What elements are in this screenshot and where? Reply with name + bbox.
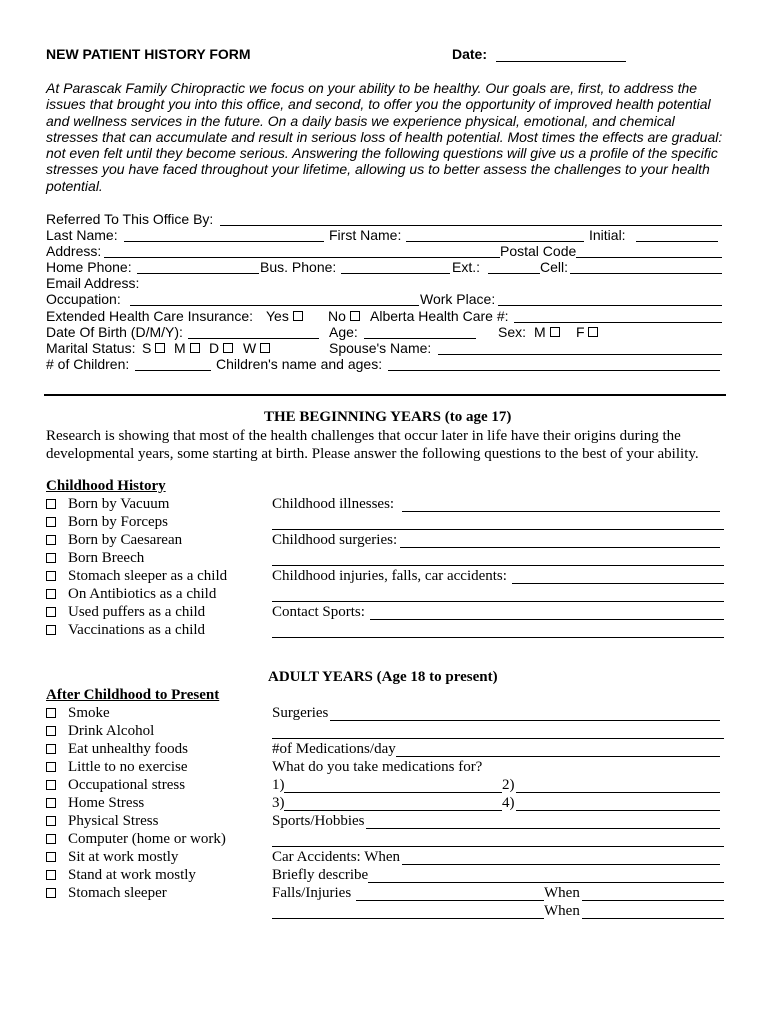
surgeries-field[interactable] — [330, 720, 720, 721]
adult-item-label: Occupational stress — [68, 777, 186, 793]
contact-sports-label: Contact Sports: — [272, 604, 365, 620]
sports-hobbies-field-2[interactable] — [272, 846, 724, 847]
surgeries-field-2[interactable] — [272, 738, 724, 739]
checkbox[interactable] — [46, 607, 56, 617]
marital-s-checkbox[interactable] — [155, 343, 165, 353]
childhood-item-label: Born by Vacuum — [68, 496, 170, 512]
cell-field[interactable] — [570, 273, 722, 274]
med-3-label: 3) — [272, 795, 285, 811]
checkbox[interactable] — [46, 517, 56, 527]
falls-injuries-field-2[interactable] — [272, 918, 544, 919]
children-field[interactable] — [135, 370, 211, 371]
marital-m-checkbox[interactable] — [190, 343, 200, 353]
med-for-label: What do you take medications for? — [272, 759, 483, 775]
sports-hobbies-label: Sports/Hobbies — [272, 813, 365, 829]
childhood-surgeries-label: Childhood surgeries: — [272, 532, 398, 548]
checkbox[interactable] — [46, 816, 56, 826]
initial-label: Initial: — [589, 227, 626, 243]
briefly-describe-field[interactable] — [368, 882, 724, 883]
marital-m[interactable] — [174, 340, 200, 356]
childhood-item[interactable] — [46, 622, 205, 639]
childhood-surgeries-field-2[interactable] — [272, 565, 724, 566]
ahc-label: Alberta Health Care #: — [370, 308, 509, 324]
ext-field[interactable] — [488, 273, 540, 274]
after-childhood-heading: After Childhood to Present — [46, 687, 220, 703]
childhood-item[interactable] — [46, 532, 182, 549]
last-name-label: Last Name: — [46, 227, 118, 243]
ehc-yes-checkbox[interactable] — [293, 311, 303, 321]
children-names-field[interactable] — [388, 370, 720, 371]
address-field[interactable] — [104, 257, 500, 258]
childhood-illnesses-field[interactable] — [402, 511, 720, 512]
med-4-field[interactable] — [516, 810, 720, 811]
checkbox[interactable] — [46, 870, 56, 880]
checkbox[interactable] — [46, 535, 56, 545]
ehc-label: Extended Health Care Insurance: — [46, 308, 254, 324]
checkbox[interactable] — [46, 726, 56, 736]
briefly-describe-label: Briefly describe — [272, 867, 369, 883]
adult-item[interactable] — [46, 705, 110, 722]
checkbox[interactable] — [46, 798, 56, 808]
checkbox[interactable] — [46, 708, 56, 718]
checkbox[interactable] — [46, 834, 56, 844]
occupation-field[interactable] — [130, 305, 419, 306]
falls-injuries-label: Falls/Injuries — [272, 885, 352, 901]
adult-item-label: Stomach sleeper — [68, 885, 167, 901]
checkbox[interactable] — [46, 780, 56, 790]
sex-label: Sex: — [498, 324, 527, 340]
checkbox[interactable] — [46, 589, 56, 599]
last-name-field[interactable] — [124, 241, 324, 242]
childhood-illnesses-field-2[interactable] — [272, 529, 724, 530]
adult-item[interactable] — [46, 813, 158, 830]
checkbox[interactable] — [46, 888, 56, 898]
med-1-field[interactable] — [284, 792, 502, 793]
contact-sports-field[interactable] — [370, 619, 724, 620]
sports-hobbies-field[interactable] — [366, 828, 720, 829]
adult-item[interactable] — [46, 759, 188, 776]
dob-label: Date Of Birth (D/M/Y): — [46, 324, 183, 340]
childhood-item[interactable] — [46, 568, 227, 585]
section-divider — [44, 394, 726, 396]
children-label: # of Children: — [46, 356, 130, 372]
childhood-item-label: Born by Caesarean — [68, 532, 183, 548]
medications-label: #of Medications/day — [272, 741, 396, 757]
surgeries-label: Surgeries — [272, 705, 329, 721]
occupation-label: Occupation: — [46, 291, 121, 307]
ehc-no[interactable] — [328, 308, 360, 324]
adult-item[interactable] — [46, 777, 185, 794]
checkbox[interactable] — [46, 744, 56, 754]
spouse-field[interactable] — [438, 354, 722, 355]
falls-injuries-field[interactable] — [356, 900, 544, 901]
beginning-text: Research is showing that most of the health challenges that occur later in life have their origins during the developmental years, some starting at birth. Please answer the following questions to the best of your ability. — [46, 428, 699, 462]
childhood-item-label: Used puffers as a child — [68, 604, 206, 620]
date-label: Date: — [452, 46, 488, 62]
med-2-label: 2) — [502, 777, 515, 793]
adult-item-label: Little to no exercise — [68, 759, 188, 775]
marital-w-checkbox[interactable] — [260, 343, 270, 353]
children-names-label: Children's name and ages: — [216, 356, 383, 372]
falls-when-field-2[interactable] — [582, 918, 724, 919]
childhood-item-label: Born by Forceps — [68, 514, 168, 530]
initial-field[interactable] — [636, 241, 718, 242]
childhood-injuries-label: Childhood injuries, falls, car accidents: — [272, 568, 507, 584]
adult-item-label: Sit at work mostly — [68, 849, 179, 865]
ehc-no-checkbox[interactable] — [350, 311, 360, 321]
first-name-label: First Name: — [329, 227, 402, 243]
referred-field[interactable] — [220, 225, 722, 226]
med-3-field[interactable] — [284, 810, 502, 811]
adult-item-label: Drink Alcohol — [68, 723, 155, 739]
ehc-yes-label: Yes — [266, 308, 289, 324]
childhood-item[interactable] — [46, 586, 216, 603]
cell-label: Cell: — [540, 259, 569, 275]
checkbox[interactable] — [46, 571, 56, 581]
adult-item[interactable] — [46, 723, 154, 740]
checkbox[interactable] — [46, 499, 56, 509]
childhood-item-label: On Antibiotics as a child — [68, 586, 217, 602]
home-phone-field[interactable] — [137, 273, 259, 274]
ahc-field[interactable] — [514, 322, 722, 323]
adult-item[interactable] — [46, 795, 144, 812]
childhood-item-label: Born Breech — [68, 550, 145, 566]
marital-w-label: W — [243, 340, 257, 356]
sex-f[interactable] — [576, 324, 598, 340]
childhood-item[interactable] — [46, 550, 144, 567]
intro-paragraph: At Parascak Family Chiropractic we focus on your ability to be healthy. Our goals are, first, to address the issues that brought you into this office, and second, to offer you the opportunity of improved health potential and wellness services in the future. On a daily basis we experience physical, emotional, and chemical stresses that can accumulate and result in serious loss of health potential. Most times the effects are gradual: not even felt until they become serious. Answering the following questions will give us a profile of the specific stresses you have faced throughout your lifetime, allowing us to better assess the challenges to your health potential. — [46, 80, 723, 194]
work-place-field[interactable] — [498, 305, 722, 306]
home-phone-label: Home Phone: — [46, 259, 132, 275]
adult-item-label: Stand at work mostly — [68, 867, 196, 883]
sex-f-label: F — [576, 324, 585, 340]
sex-m[interactable] — [534, 324, 560, 340]
adult-item-label: Eat unhealthy foods — [68, 741, 188, 757]
spouse-label: Spouse's Name: — [329, 340, 432, 356]
dob-field[interactable] — [188, 338, 319, 339]
work-place-label: Work Place: — [420, 291, 496, 307]
marital-w[interactable] — [243, 340, 270, 356]
checkbox[interactable] — [46, 852, 56, 862]
marital-s[interactable] — [142, 340, 165, 356]
ehc-no-label: No — [328, 308, 346, 324]
beginning-heading: THE BEGINNING YEARS (to age 17) — [264, 409, 512, 425]
referred-label: Referred To This Office By: — [46, 211, 214, 227]
ext-label: Ext.: — [452, 259, 481, 275]
medications-field[interactable] — [396, 756, 720, 757]
checkbox[interactable] — [46, 625, 56, 635]
postal-code-label: Postal Code — [500, 243, 577, 259]
childhood-item[interactable] — [46, 496, 169, 513]
sex-f-checkbox[interactable] — [588, 327, 598, 337]
ehc-yes[interactable] — [266, 308, 303, 324]
med-2-field[interactable] — [516, 792, 720, 793]
address-label: Address: — [46, 243, 102, 259]
car-accidents-field[interactable] — [402, 864, 720, 865]
date-field[interactable] — [496, 61, 626, 62]
email-label: Email Address: — [46, 275, 140, 291]
falls-when-field[interactable] — [582, 900, 724, 901]
med-4-label: 4) — [502, 795, 515, 811]
childhood-item-label: Stomach sleeper as a child — [68, 568, 228, 584]
adult-item[interactable] — [46, 849, 178, 866]
adult-heading: ADULT YEARS (Age 18 to present) — [268, 669, 498, 685]
adult-item[interactable] — [46, 831, 226, 848]
contact-sports-field-2[interactable] — [272, 637, 724, 638]
checkbox[interactable] — [46, 762, 56, 772]
adult-item[interactable] — [46, 867, 196, 884]
marital-d[interactable] — [209, 340, 233, 356]
marital-d-checkbox[interactable] — [223, 343, 233, 353]
adult-item-label: Smoke — [68, 705, 110, 721]
checkbox[interactable] — [46, 553, 56, 563]
sex-m-label: M — [534, 324, 546, 340]
adult-item-label: Home Stress — [68, 795, 145, 811]
marital-label: Marital Status: — [46, 340, 136, 356]
childhood-injuries-field[interactable] — [512, 583, 724, 584]
age-label: Age: — [329, 324, 358, 340]
childhood-surgeries-field[interactable] — [400, 547, 720, 548]
adult-item-label: Physical Stress — [68, 813, 159, 829]
childhood-illnesses-label: Childhood illnesses: — [272, 496, 395, 512]
form-title: NEW PATIENT HISTORY FORM — [46, 46, 251, 62]
bus-phone-field[interactable] — [341, 273, 450, 274]
childhood-item-label: Vaccinations as a child — [68, 622, 206, 638]
falls-when-label: When — [544, 885, 580, 901]
childhood-item[interactable] — [46, 604, 205, 621]
marital-s-label: S — [142, 340, 152, 356]
sex-m-checkbox[interactable] — [550, 327, 560, 337]
falls-when-label-2: When — [544, 903, 580, 919]
postal-code-field[interactable] — [576, 257, 722, 258]
car-accidents-label: Car Accidents: When — [272, 849, 401, 865]
childhood-injuries-field-2[interactable] — [272, 601, 724, 602]
childhood-item[interactable] — [46, 514, 168, 531]
first-name-field[interactable] — [406, 241, 584, 242]
age-field[interactable] — [364, 338, 476, 339]
marital-d-label: D — [209, 340, 220, 356]
med-1-label: 1) — [272, 777, 285, 793]
adult-item[interactable] — [46, 885, 167, 902]
bus-phone-label: Bus. Phone: — [260, 259, 337, 275]
childhood-heading: Childhood History — [46, 478, 166, 494]
adult-item-label: Computer (home or work) — [68, 831, 226, 847]
adult-item[interactable] — [46, 741, 188, 758]
marital-m-label: M — [174, 340, 186, 356]
